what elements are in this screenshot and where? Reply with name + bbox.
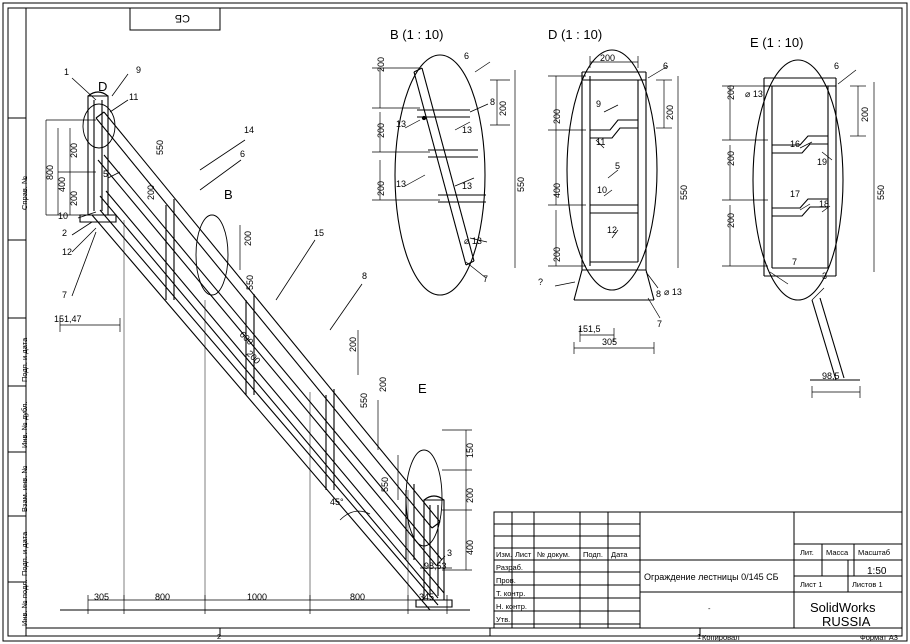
dim-main-550-c: 550 xyxy=(359,392,369,408)
dim-main-200-f: 200 xyxy=(348,336,358,352)
dim-d-550: 550 xyxy=(679,184,689,200)
view-b-title: B (1 : 10) xyxy=(390,27,444,42)
balloon-e-17: 17 xyxy=(790,189,801,199)
dim-e-98-5: 98,5 xyxy=(822,371,840,381)
balloon-d-6: 6 xyxy=(663,61,669,71)
balloon-d-10: 10 xyxy=(597,185,608,195)
dim-main-200-e: 200 xyxy=(244,348,263,366)
section-marker-b: B xyxy=(224,187,233,202)
balloon-main-9: 9 xyxy=(136,65,142,75)
balloon-d-7: 7 xyxy=(657,319,663,329)
section-marker-e: E xyxy=(418,381,427,396)
dia-b: ⌀ 13 xyxy=(464,236,482,246)
balloon-main-10: 10 xyxy=(58,211,69,221)
section-marker-d: D xyxy=(98,79,108,94)
balloon-e-3: 3 xyxy=(822,271,828,281)
dim-d-400: 400 xyxy=(552,182,562,198)
lit-label: Лит. xyxy=(800,548,814,557)
left-col-label-0: Справ. № xyxy=(20,175,29,210)
balloon-b-6: 6 xyxy=(464,51,470,61)
dim-bottom-800b: 800 xyxy=(350,592,366,602)
dim-b-200-b: 200 xyxy=(376,122,386,138)
part-name: Ограждение лестницы 0/145 СБ xyxy=(644,572,779,582)
balloon-main-14: 14 xyxy=(244,125,255,135)
dim-bottom-305: 305 xyxy=(94,592,110,602)
balloon-main-11: 11 xyxy=(129,92,139,102)
balloon-main-7: 7 xyxy=(62,290,68,300)
dim-main-600: 600 xyxy=(237,329,256,347)
dim-main-200-a: 200 xyxy=(69,142,79,158)
sheets-label: Листов 1 xyxy=(852,580,883,589)
dia-d: ⌀ 13 xyxy=(664,287,682,297)
dim-main-200-g: 200 xyxy=(378,376,388,392)
left-col-label-3: Взам. инв. № xyxy=(20,465,29,512)
balloon-b-7: 7 xyxy=(483,274,489,284)
balloon-main-12: 12 xyxy=(62,247,73,257)
dim-main-200-h: 200 xyxy=(465,487,475,503)
balloon-d-5: 5 xyxy=(615,161,621,171)
mass-label: Масса xyxy=(826,548,849,557)
dim-main-200-b: 200 xyxy=(69,190,79,206)
dim-d-200-top: 200 xyxy=(600,53,616,63)
dim-b-550: 550 xyxy=(516,176,526,192)
balloon-e-7: 7 xyxy=(792,257,798,267)
dim-b-200-a: 200 xyxy=(376,56,386,72)
balloon-e-18: 18 xyxy=(819,199,830,209)
dim-bottom-800: 800 xyxy=(155,592,171,602)
dim-d-151-5: 151,5 xyxy=(578,324,601,334)
company-line-1: SolidWorks xyxy=(810,600,876,615)
main-leaders xyxy=(69,74,445,566)
dim-d-200-b: 200 xyxy=(552,246,562,262)
sheet-format: Формат А3 xyxy=(860,633,898,642)
dim-e-200-a: 200 xyxy=(726,84,736,100)
left-col-label-1: Подп. и дата xyxy=(20,337,29,382)
dim-e-200-c: 200 xyxy=(726,212,736,228)
balloon-main-8: 8 xyxy=(362,271,368,281)
tb-row-2: Т. контр. xyxy=(496,589,526,598)
balloon-d-12: 12 xyxy=(607,225,618,235)
dim-main-200-d: 200 xyxy=(243,230,253,246)
balloon-main-5: 5 xyxy=(103,169,109,179)
view-b-geometry xyxy=(395,55,489,295)
view-e-title: E (1 : 10) xyxy=(750,35,804,50)
tb-col-0: Изм. xyxy=(496,550,513,559)
tb-col-4: Дата xyxy=(611,550,628,559)
view-e-dims xyxy=(722,70,874,398)
balloon-main-1: 1 xyxy=(64,67,70,77)
dim-d-200-a: 200 xyxy=(552,108,562,124)
bottom-mark-0: 2 xyxy=(217,632,222,641)
dim-e-550: 550 xyxy=(876,184,886,200)
balloon-d-11: 11 xyxy=(596,137,606,147)
view-e-geometry xyxy=(753,60,860,380)
tb-row-0: Разраб. xyxy=(496,563,524,572)
designation-top: СБ xyxy=(174,12,190,24)
dim-98-53: 98,53 xyxy=(424,561,447,571)
balloon-d-8: 8 xyxy=(656,289,662,299)
dim-bottom-345: 345 xyxy=(419,592,435,602)
left-col-label-5: Инв. № подл. xyxy=(20,579,29,626)
dim-main-550-a: 200 xyxy=(146,184,156,200)
view-b-dims xyxy=(372,62,515,278)
scale-label: Масштаб xyxy=(858,548,891,557)
main-dimensions xyxy=(46,120,472,614)
dim-main-200-c: 550 xyxy=(155,139,165,155)
tb-col-1: Лист xyxy=(515,550,532,559)
bottom-mark-1: 1 xyxy=(697,632,702,641)
balloon-main-6: 6 xyxy=(240,149,246,159)
company-line-2: RUSSIA xyxy=(822,614,871,629)
dim-b-200-d: 200 xyxy=(498,100,508,116)
balloon-main-15: 15 xyxy=(314,228,325,238)
dim-main-400: 400 xyxy=(57,176,67,192)
dim-main-400-b: 400 xyxy=(465,539,475,555)
balloon-e-16: 16 xyxy=(790,139,801,149)
dim-bottom-1000: 1000 xyxy=(247,592,268,602)
dim-b-200-c: 200 xyxy=(376,180,386,196)
sheet-label: Лист 1 xyxy=(800,580,823,589)
tb-dash: - xyxy=(708,604,711,613)
tb-col-2: № докум. xyxy=(537,550,570,559)
dim-151-47: 151,47 xyxy=(54,314,82,324)
tb-row-4: Утв. xyxy=(496,615,511,624)
detail-circle-b xyxy=(196,215,228,295)
dim-main-800: 800 xyxy=(45,164,55,180)
balloon-main-3: 3 xyxy=(447,548,453,558)
scale-value: 1:50 xyxy=(867,566,887,577)
balloon-d-9: 9 xyxy=(596,99,602,109)
dia-e: ⌀ 13 xyxy=(745,89,763,99)
balloon-b-13-c: 13 xyxy=(462,125,473,135)
balloon-b-13-d: 13 xyxy=(462,181,473,191)
dim-e-200-d: 200 xyxy=(860,106,870,122)
dim-d-200-c: 200 xyxy=(665,104,675,120)
dim-main-150: 150 xyxy=(465,442,475,458)
balloon-b-13-b: 13 xyxy=(396,179,407,189)
question-d: ? xyxy=(538,277,544,287)
tb-col-3: Подп. xyxy=(583,550,603,559)
balloon-b-13-a: 13 xyxy=(396,119,407,129)
balloon-main-2: 2 xyxy=(62,228,68,238)
angle-45: 45° xyxy=(330,497,344,507)
balloon-e-19: 19 xyxy=(817,157,828,167)
dim-main-550-b: 550 xyxy=(245,274,255,290)
view-d-title: D (1 : 10) xyxy=(548,27,603,42)
left-col-label-4: Подп. и дата xyxy=(20,531,29,576)
left-col-label-2: Инв. № дубл. xyxy=(20,401,29,448)
dim-main-550-d: 550 xyxy=(380,476,390,492)
tb-row-3: Н. контр. xyxy=(496,602,527,611)
dim-d-305: 305 xyxy=(602,337,618,347)
dim-e-200-b: 200 xyxy=(726,150,736,166)
balloon-b-8: 8 xyxy=(490,97,496,107)
copy-label: Копировал xyxy=(702,633,740,642)
tb-row-1: Пров. xyxy=(496,576,516,585)
balloon-e-6: 6 xyxy=(834,61,840,71)
